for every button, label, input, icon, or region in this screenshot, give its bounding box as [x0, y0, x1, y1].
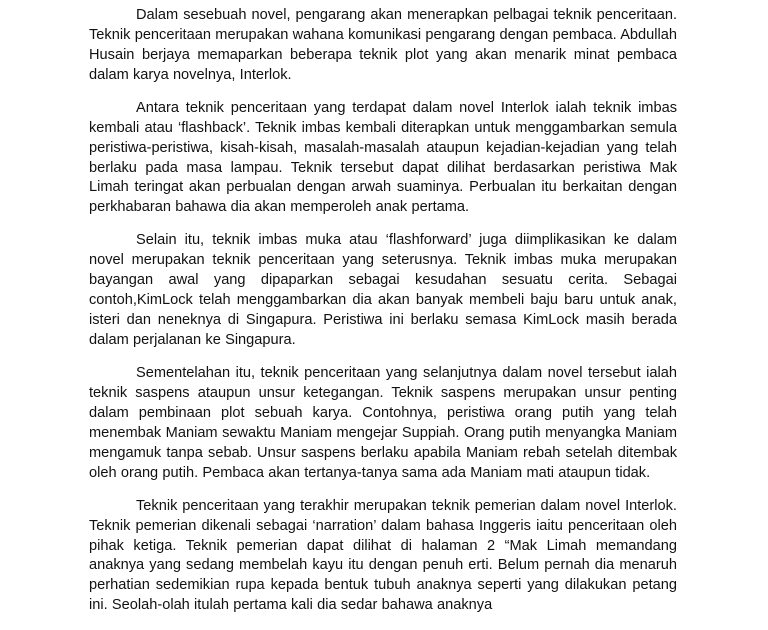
paragraph-intro: Dalam sesebuah novel, pengarang akan menerapkan pelbagai teknik penceritaan. Teknik penceritaan merupakan wahana komunikasi pengarang dengan pembaca. Abdullah Husain berjaya memaparkan beberapa teknik plot yang akan menarik minat pembaca dalam karya novelnya, Interlok. — [89, 7, 677, 83]
paragraph-suspense: Sementelahan itu, teknik penceritaan yang selanjutnya dalam novel tersebut ialah teknik saspens ataupun unsur ketegangan. Teknik saspens merupakan unsur penting dalam pembinaan plot sebuah karya. Contohnya, peristiwa orang putih yang telah menembak Maniam sewaktu Maniam mengejar Suppiah. Orang putih menyangka Maniam mengamuk tanpa sebab. Unsur saspens berlaku apabila Maniam rebah setelah ditembak oleh orang putih. Pembaca akan tertanya-tanya sama ada Maniam mati ataupun tidak. — [89, 365, 677, 481]
document-body — [89, 6, 677, 629]
paragraph-narration: Teknik penceritaan yang terakhir merupakan teknik pemerian dalam novel Interlok. Teknik pemerian dikenali sebagai ‘narration’ dalam bahasa Inggeris iaitu penceritaan oleh pihak ketiga. Teknik pemerian dapat dilihat di halaman 2 “Mak Limah memandang anaknya yang sedang membelah kayu itu dengan penuh erti. Belum pernah dia menaruh perhatian sedemikian rupa kepada bentuk tubuh anaknya seperti yang dilakukan petang ini. Seolah-olah itulah pertama kali dia sedar bahawa anaknya — [89, 497, 677, 614]
paragraph-flashforward: Selain itu, teknik imbas muka atau ‘flashforward’ juga diimplikasikan ke dalam novel merupakan teknik penceritaan yang seterusnya. Teknik imbas muka merupakan bayangan awal yang dipaparkan sebagai kesudahan sesuatu cerita. Sebagai contoh,KimLock telah menggambarkan dia akan banyak membeli baju baru untuk anak, isteri dan neneknya di Singapura. Peristiwa ini berlaku semasa KimLock masih berada dalam perjalanan ke Singapura. — [89, 232, 677, 348]
paragraph-flashback: Antara teknik penceritaan yang terdapat dalam novel Interlok ialah teknik imbas kembali atau ‘flashback’. Teknik imbas kembali diterapkan untuk menggambarkan semula peristiwa-peristiwa, kisah-kisah, masalah-masalah ataupun kejadian-kejadian yang telah berlaku pada masa lampau. Teknik tersebut dapat dilihat berdasarkan peristiwa Mak Limah teringat akan perbualan dengan arwah suaminya. Perbualan itu berkaitan dengan perkhabaran bahawa dia akan memperoleh anak pertama. — [89, 99, 677, 216]
